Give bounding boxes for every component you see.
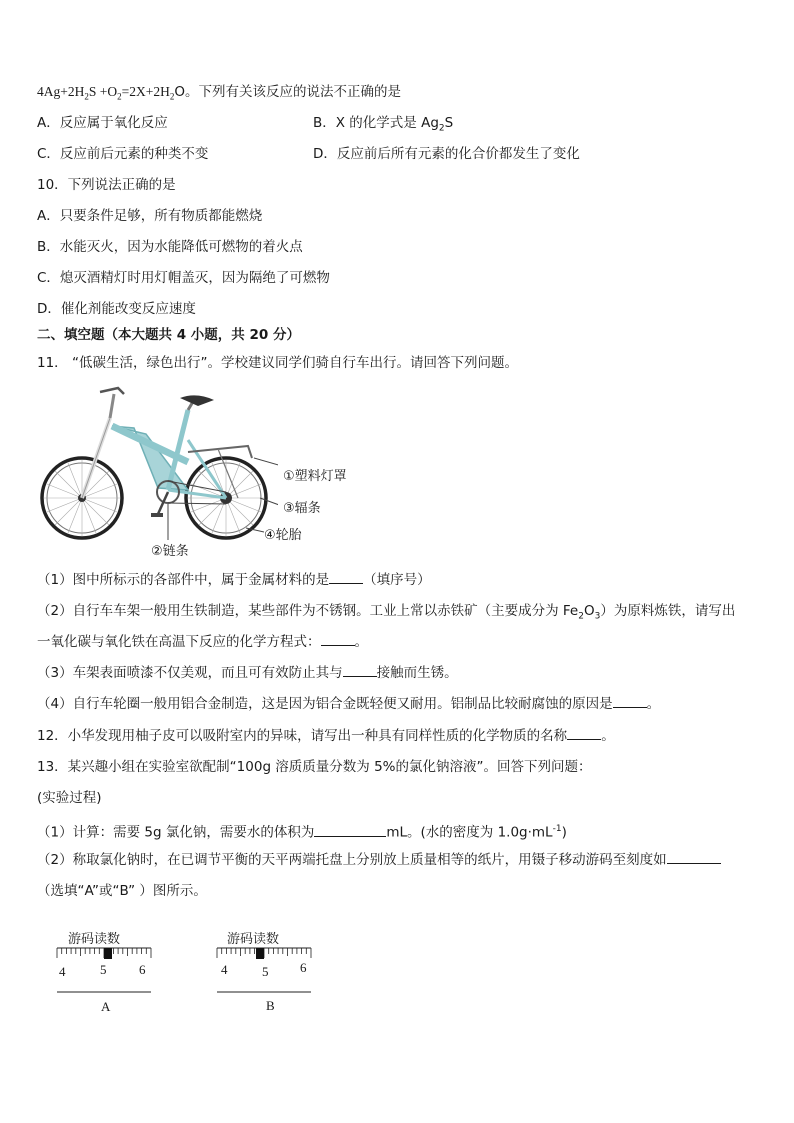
- q9-equation-line: $4Ag+2H_2S +O_2=2X+2H_2O$。下列有关该反应的说法不正确的是: [37, 84, 401, 102]
- ruler-a-tick-6: 6: [139, 962, 146, 977]
- q9-option-b: B．X 的化学式是 $Ag_2S$: [313, 115, 454, 134]
- ruler-b-tick-5: 5: [262, 964, 269, 979]
- section-heading: 二、填空题（本大题共 4 小题，共 20 分）: [37, 327, 300, 343]
- q11-part1: （1）图中所标示的各部件中，属于金属材料的是 （填序号）: [37, 572, 431, 588]
- bicycle-figure: [38, 380, 278, 550]
- answer-blank[interactable]: [667, 850, 721, 864]
- q9-option-d: D．反应前后所有元素的化合价都发生了变化: [313, 146, 580, 162]
- label-chain: ②链条: [151, 544, 189, 559]
- ruler-a-title: 游码读数: [68, 932, 121, 947]
- q13-stem: 13．某兴趣小组在实验室欲配制“100g 溶质质量分数为 5%的氯化钠溶液”。回答下列问题：: [37, 759, 592, 775]
- answer-blank[interactable]: [329, 570, 363, 584]
- q13-part2-line2: （选填“A”或“B” ）图所示。: [37, 883, 207, 899]
- ruler-b-title: 游码读数: [227, 932, 280, 947]
- q13-process: (实验过程): [37, 790, 102, 806]
- q10-option-a: A．只要条件足够，所有物质都能燃烧: [37, 208, 263, 224]
- ruler-a-caption: A: [101, 999, 111, 1014]
- ruler-b-tick-4: 4: [221, 962, 228, 977]
- answer-blank[interactable]: [314, 823, 386, 837]
- ruler-a-tick-5: 5: [100, 962, 107, 977]
- label-plastic-lamp-cover: ①塑料灯罩: [283, 469, 347, 484]
- q11-part2-line2: 一氧化碳与氧化铁在高温下反应的化学方程式： 。: [37, 634, 368, 650]
- q12: 12．小华发现用柚子皮可以吸附室内的异味，请写出一种具有同样性质的化学物质的名称 。: [37, 728, 615, 744]
- answer-blank[interactable]: [567, 726, 601, 740]
- ruler-b-tick-6: 6: [300, 960, 307, 975]
- q11-part2-line1: （2）自行车车架一般用生铁制造，某些部件为不锈钢。工业上常以赤铁矿（主要成分为 $Fe_2O_3$）为原料炼铁，请写出: [37, 603, 736, 622]
- q9-option-c: C．反应前后元素的种类不变: [37, 146, 209, 162]
- ruler-b-slider: [256, 948, 264, 959]
- q11-stem: 11． “低碳生活，绿色出行”。学校建议同学们骑自行车出行。请回答下列问题。: [37, 355, 518, 371]
- answer-blank[interactable]: [343, 663, 377, 677]
- ruler-a-slider: [104, 948, 112, 959]
- q10-stem: 10．下列说法正确的是: [37, 177, 176, 193]
- q13-part2-line1: （2）称取氯化钠时，在已调节平衡的天平两端托盘上分别放上质量相等的纸片，用镊子移动游码至刻度如: [37, 850, 721, 870]
- ruler-b-caption: B: [266, 998, 275, 1013]
- q10-option-d: D．催化剂能改变反应速度: [37, 301, 196, 317]
- answer-blank[interactable]: [613, 694, 647, 708]
- q11-part4: （4）自行车轮圈一般用铝合金制造，这是因为铝合金既轻便又耐用。铝制品比较耐腐蚀的原因是 。: [37, 696, 661, 712]
- q13-part1: （1）计算：需要 5g 氯化钠，需要水的体积为 mL。(水的密度为 $1.0g\cdot mL^{-1}$): [37, 824, 567, 841]
- q10-option-c: C．熄灭酒精灯时用灯帽盖灭，因为隔绝了可燃物: [37, 270, 330, 286]
- ruler-a-tick-4: 4: [59, 964, 66, 979]
- q10-option-b: B．水能灭火，因为水能降低可燃物的着火点: [37, 239, 303, 255]
- label-spokes: ③辐条: [283, 501, 321, 516]
- label-tire: ④轮胎: [264, 528, 302, 543]
- answer-blank[interactable]: [321, 632, 355, 646]
- q9-option-a: A．反应属于氧化反应: [37, 115, 168, 131]
- eq-prefix: 4Ag+2H: [37, 84, 85, 99]
- q11-part3: （3）车架表面喷漆不仅美观，而且可有效防止其与 接触而生锈。: [37, 665, 458, 681]
